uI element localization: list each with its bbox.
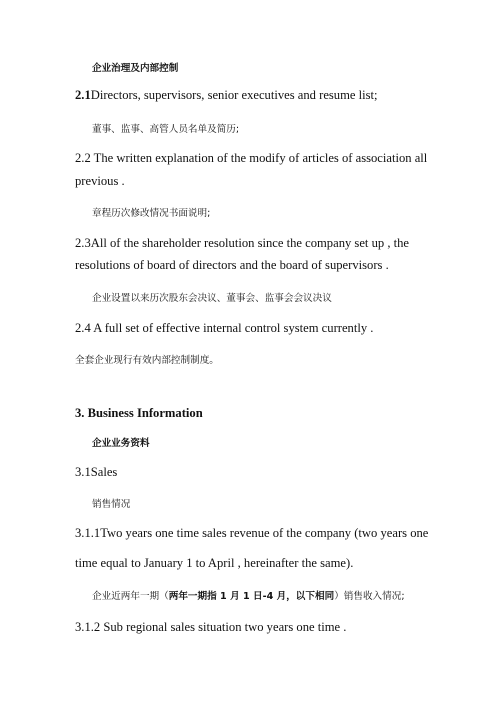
item-3-1-1-zh-part3: ）销售收入情况; xyxy=(334,591,405,602)
section3-heading: 3. Business Information xyxy=(75,406,203,420)
section2-heading-zh: 企业治理及内部控制 xyxy=(92,63,179,74)
item-2-1-text xyxy=(75,88,378,103)
item-2-2-line2: previous . xyxy=(75,174,125,188)
item-3-1-2-text: 3.1.2 Sub regional sales situation two years one time . xyxy=(75,620,347,634)
item-2-3-line1: 2.3All of the shareholder resolution since the company set up , the xyxy=(75,236,409,250)
item-2-3-line2: resolutions of board of directors and the board of supervisors . xyxy=(75,258,389,272)
item-3-1-text: 3.1Sales xyxy=(75,465,118,479)
item-2-4-zh: 全套企业现行有效内部控制制度。 xyxy=(75,355,219,366)
item-2-4-text: 2.4 A full set of effective internal control system currently . xyxy=(75,321,374,335)
item-2-1-zh: 董事、监事、高管人员名单及简历; xyxy=(92,124,240,135)
item-3-1-1-zh xyxy=(92,588,405,602)
item-2-1-number: 2.1 xyxy=(75,88,91,102)
item-3-1-1-zh-part1: 企业近两年一期（ xyxy=(92,591,169,602)
item-2-2-zh: 章程历次修改情况书面说明; xyxy=(92,208,211,219)
item-3-1-1-zh-part2: 两年一期指 1 月 1 日-4 月，以下相同 xyxy=(168,591,335,602)
item-3-1-1-line2: time equal to January 1 to April , hereinafter the same). xyxy=(75,556,354,570)
item-3-1-1-line1: 3.1.1Two years one time sales revenue of the company (two years one xyxy=(75,526,429,540)
item-2-2-line1: 2.2 The written explanation of the modify of articles of association all xyxy=(75,151,428,165)
section3-heading-zh: 企业业务资料 xyxy=(92,438,150,449)
item-2-3-zh: 企业设置以来历次股东会决议、董事会、监事会会议决议 xyxy=(92,293,332,304)
item-2-1-body: Directors, supervisors, senior executives and resume list; xyxy=(90,88,378,102)
item-3-1-zh: 销售情况 xyxy=(92,499,131,510)
